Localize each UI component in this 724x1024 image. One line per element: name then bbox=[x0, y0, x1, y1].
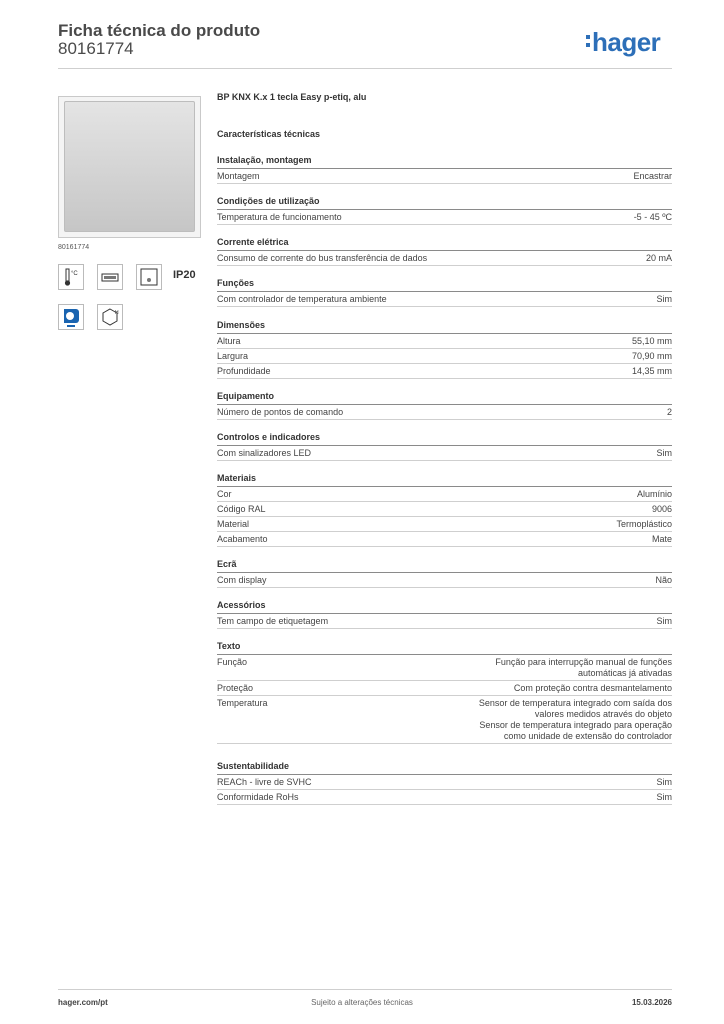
spec-group-title: Texto bbox=[217, 641, 672, 655]
spec-group-title: Acessórios bbox=[217, 600, 672, 614]
footer-disclaimer: Sujeito a alterações técnicas bbox=[311, 998, 413, 1007]
spec-label: Função bbox=[217, 657, 248, 667]
spec-label: Montagem bbox=[217, 171, 260, 181]
spec-value: 70,90 mm bbox=[631, 351, 672, 361]
spec-label: Largura bbox=[217, 351, 249, 361]
section-title: Características técnicas bbox=[217, 129, 321, 139]
spec-value: 14,35 mm bbox=[631, 366, 672, 376]
spec-content bbox=[217, 92, 672, 805]
spec-label: Proteção bbox=[217, 683, 254, 693]
page-title: Ficha técnica do produto bbox=[58, 21, 261, 40]
header-divider bbox=[58, 68, 672, 69]
spec-group bbox=[217, 155, 672, 184]
bus-device-icon bbox=[97, 264, 123, 290]
spec-value: Sim bbox=[656, 777, 672, 787]
temperature-sensor-icon bbox=[97, 304, 123, 330]
spec-row bbox=[217, 334, 672, 349]
spec-value: -5 - 45 ºC bbox=[633, 212, 672, 222]
spec-row bbox=[217, 573, 672, 588]
spec-group bbox=[217, 761, 672, 805]
product-name: BP KNX K.x 1 tecla Easy p-etiq, alu bbox=[217, 92, 367, 102]
spec-label: Com display bbox=[217, 575, 267, 585]
spec-row bbox=[217, 532, 672, 547]
footer-divider bbox=[58, 989, 672, 990]
spec-groups bbox=[217, 155, 672, 805]
spec-label: Altura bbox=[217, 336, 241, 346]
spec-group-title: Corrente elétrica bbox=[217, 237, 672, 251]
spec-group-title: Equipamento bbox=[217, 391, 672, 405]
spec-group-title: Materiais bbox=[217, 473, 672, 487]
spec-value: 2 bbox=[666, 407, 672, 417]
image-caption: 80161774 bbox=[58, 244, 90, 251]
spec-label: Com sinalizadores LED bbox=[217, 448, 312, 458]
spec-value: 9006 bbox=[651, 504, 672, 514]
spec-label: Com controlador de temperatura ambiente bbox=[217, 294, 387, 304]
spec-group-title: Sustentabilidade bbox=[217, 761, 672, 775]
spec-label: Temperatura de funcionamento bbox=[217, 212, 342, 222]
spec-group-title: Dimensões bbox=[217, 320, 672, 334]
spec-row bbox=[217, 364, 672, 379]
spec-group bbox=[217, 278, 672, 307]
spec-row bbox=[217, 405, 672, 420]
svg-text:H: H bbox=[115, 310, 119, 316]
spec-group bbox=[217, 196, 672, 225]
spec-row bbox=[217, 502, 672, 517]
spec-label: Temperatura bbox=[217, 698, 268, 708]
spec-group bbox=[217, 432, 672, 461]
spec-row bbox=[217, 251, 672, 266]
spec-group-title: Funções bbox=[217, 278, 672, 292]
spec-label: Código RAL bbox=[217, 504, 266, 514]
spec-row bbox=[217, 349, 672, 364]
footer-date: 15.03.2026 bbox=[631, 998, 672, 1007]
spec-label: Acabamento bbox=[217, 534, 268, 544]
spec-group-title: Ecrã bbox=[217, 559, 672, 573]
product-code: 80161774 bbox=[58, 39, 134, 58]
spec-value: Sim bbox=[656, 792, 672, 802]
spec-group bbox=[217, 600, 672, 629]
spec-label: Tem campo de etiquetagem bbox=[217, 616, 329, 626]
push-button-plate bbox=[64, 101, 195, 232]
spec-group bbox=[217, 237, 672, 266]
spec-value: 55,10 mm bbox=[631, 336, 672, 346]
spec-row bbox=[217, 446, 672, 461]
spec-label: Profundidade bbox=[217, 366, 271, 376]
spec-row bbox=[217, 790, 672, 805]
spec-label: Consumo de corrente do bus transferência de dados bbox=[217, 253, 428, 263]
spec-group-title: Instalação, montagem bbox=[217, 155, 672, 169]
spec-value: Com proteção contra desmantelamento bbox=[513, 683, 672, 693]
spec-label: Cor bbox=[217, 489, 232, 499]
sensor-icon bbox=[136, 264, 162, 290]
spec-row bbox=[217, 210, 672, 225]
spec-value: Mate bbox=[651, 534, 672, 544]
spec-value: Sim bbox=[656, 616, 672, 626]
spec-value: Função para interrupção manual de funções automáticas já ativadas bbox=[495, 657, 672, 678]
hager-logo bbox=[592, 27, 660, 58]
spec-row bbox=[217, 696, 672, 744]
ip20-icon: IP20 bbox=[173, 269, 196, 281]
spec-row bbox=[217, 169, 672, 184]
logo-dots-icon bbox=[586, 35, 590, 51]
spec-value: Sim bbox=[656, 448, 672, 458]
spec-group bbox=[217, 473, 672, 547]
spec-value: Encastrar bbox=[633, 171, 672, 181]
spec-value: Sensor de temperatura integrado com saída dos valores medidos através do objeto Sensor de temperatura integrado para operação como unidade de extensão do controlador bbox=[478, 698, 672, 741]
spec-value: Sim bbox=[656, 294, 672, 304]
spec-group-title: Controlos e indicadores bbox=[217, 432, 672, 446]
spec-group bbox=[217, 391, 672, 420]
svg-text:°C: °C bbox=[71, 271, 78, 277]
spec-value: Termoplástico bbox=[616, 519, 672, 529]
spec-row bbox=[217, 292, 672, 307]
spec-row bbox=[217, 775, 672, 790]
footer-website-link[interactable]: hager.com/pt bbox=[58, 998, 108, 1007]
knx-easy-icon bbox=[58, 304, 84, 330]
product-image bbox=[58, 96, 201, 238]
spec-group bbox=[217, 559, 672, 588]
spec-label: Número de pontos de comando bbox=[217, 407, 344, 417]
spec-label: Conformidade RoHs bbox=[217, 792, 299, 802]
spec-row bbox=[217, 614, 672, 629]
spec-row bbox=[217, 681, 672, 696]
spec-group bbox=[217, 320, 672, 379]
logo-text: hager bbox=[592, 27, 661, 57]
spec-label: Material bbox=[217, 519, 250, 529]
spec-value: Não bbox=[655, 575, 672, 585]
spec-group-title: Condições de utilização bbox=[217, 196, 672, 210]
spec-row bbox=[217, 655, 672, 681]
spec-value: Alumínio bbox=[636, 489, 672, 499]
spec-value: 20 mA bbox=[645, 253, 672, 263]
spec-row bbox=[217, 487, 672, 502]
spec-row bbox=[217, 517, 672, 532]
spec-group bbox=[217, 641, 672, 744]
thermometer-icon bbox=[58, 264, 84, 290]
spec-label: REACh - livre de SVHC bbox=[217, 777, 312, 787]
